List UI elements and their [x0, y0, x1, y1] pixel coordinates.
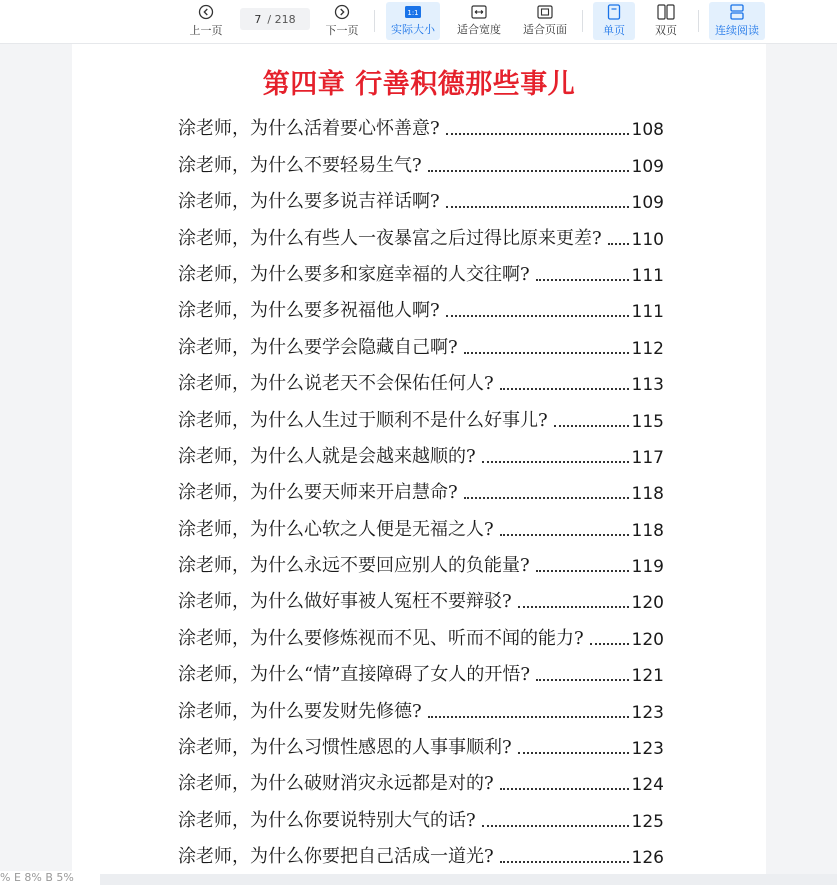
toc-leader-dots [482, 460, 629, 463]
toc-entry[interactable] [178, 468, 664, 504]
toc-entry[interactable] [178, 504, 664, 540]
toc-leader-dots [428, 715, 629, 718]
toc-leader-dots [446, 314, 629, 317]
table-of-contents [178, 104, 664, 868]
toc-entry-page-number: 126 [631, 848, 664, 869]
toc-leader-dots [482, 824, 629, 827]
toc-entry-page-number: 124 [631, 775, 664, 796]
toc-entry-title: 涂老师，为什么活着要心怀善意? [178, 118, 440, 140]
toc-entry-title: 涂老师，为什么你要说特别大气的话? [178, 809, 476, 831]
toc-entry[interactable] [178, 177, 664, 213]
toc-entry-title: 涂老师，为什么要发财先修德? [178, 700, 422, 722]
fit-width-label: 适合宽度 [457, 23, 501, 36]
chevron-right-circle-icon [334, 4, 350, 20]
prev-page-label: 上一页 [189, 24, 223, 37]
toc-entry-page-number: 112 [631, 338, 664, 359]
continuous-reading-icon [729, 4, 745, 20]
toc-entry[interactable] [178, 795, 664, 831]
next-page-label: 下一页 [325, 24, 359, 37]
toc-entry-page-number: 110 [631, 229, 664, 250]
toc-entry-page-number: 111 [631, 265, 664, 286]
toc-entry[interactable] [178, 322, 664, 358]
toc-leader-dots [428, 169, 629, 172]
toc-entry-page-number: 111 [631, 302, 664, 323]
toc-entry-page-number: 115 [631, 411, 664, 432]
toc-leader-dots [446, 132, 629, 135]
continuous-reading-button[interactable] [709, 2, 765, 40]
toc-entry-page-number: 120 [631, 629, 664, 650]
total-pages-value: / 218 [267, 12, 296, 26]
toc-entry-title: 涂老师，为什么破财消灾永远都是对的? [178, 773, 494, 795]
toc-entry[interactable] [178, 213, 664, 249]
toc-entry-title: 涂老师，为什么要天师来开启慧命? [178, 482, 458, 504]
double-page-label: 双页 [655, 24, 677, 37]
toc-entry[interactable] [178, 250, 664, 286]
horizontal-scrollbar[interactable] [0, 874, 837, 885]
toc-entry-title: 涂老师，为什么永远不要回应别人的负能量? [178, 555, 530, 577]
toc-entry[interactable] [178, 140, 664, 176]
toc-leader-dots [500, 387, 629, 390]
toc-leader-dots [500, 860, 629, 863]
toc-leader-dots [500, 787, 629, 790]
next-page-button[interactable] [322, 2, 362, 40]
toc-entry-title: 涂老师，为什么要多说吉祥话啊? [178, 191, 440, 213]
toc-entry[interactable] [178, 359, 664, 395]
toc-leader-dots [518, 751, 629, 754]
toc-entry[interactable] [178, 104, 664, 140]
toc-entry-page-number: 123 [631, 702, 664, 723]
fit-page-icon [537, 5, 553, 19]
toc-leader-dots [536, 278, 629, 281]
toc-leader-dots [464, 496, 629, 499]
single-page-button[interactable] [593, 2, 635, 40]
toc-entry[interactable] [178, 395, 664, 431]
toc-entry-page-number: 125 [631, 811, 664, 832]
toc-entry[interactable] [178, 832, 664, 868]
toc-entry[interactable] [178, 577, 664, 613]
toc-leader-dots [500, 533, 629, 536]
toc-entry[interactable] [178, 686, 664, 722]
toc-entry-title: 涂老师，为什么要多祝福他人啊? [178, 300, 440, 322]
toc-entry-page-number: 121 [631, 666, 664, 687]
double-page-icon [657, 4, 675, 20]
toc-entry-title: 涂老师，为什么心软之人便是无福之人? [178, 518, 494, 540]
single-page-icon [607, 4, 621, 20]
continuous-reading-label: 连续阅读 [715, 24, 759, 37]
toc-leader-dots [554, 424, 629, 427]
toolbar-divider [582, 10, 583, 32]
toc-entry-title: 涂老师，为什么习惯性感恩的人事事顺利? [178, 737, 512, 759]
toc-entry-page-number: 120 [631, 593, 664, 614]
toc-entry-title: 涂老师，为什么有些人一夜暴富之后过得比原来更差? [178, 227, 602, 249]
toc-entry-title: 涂老师，为什么不要轻易生气? [178, 154, 422, 176]
toc-entry-page-number: 118 [631, 484, 664, 505]
toolbar-divider [374, 10, 375, 32]
toc-entry-page-number: 108 [631, 120, 664, 141]
toc-leader-dots [518, 605, 629, 608]
toc-leader-dots [608, 242, 629, 245]
chevron-left-circle-icon [198, 4, 214, 20]
fit-page-label: 适合页面 [523, 23, 567, 36]
chapter-title: 第四章 行善积德那些事儿 [262, 69, 576, 100]
fit-page-button[interactable] [518, 2, 572, 40]
document-page [72, 44, 766, 874]
toc-entry-title: 涂老师，为什么“情”直接障碍了女人的开悟? [178, 664, 531, 686]
fit-width-icon [471, 5, 487, 19]
actual-size-label: 实际大小 [391, 23, 435, 36]
toc-entry-page-number: 113 [631, 375, 664, 396]
toc-leader-dots [464, 351, 629, 354]
toc-entry[interactable] [178, 759, 664, 795]
toc-entry-title: 涂老师，为什么要学会隐藏自己啊? [178, 336, 458, 358]
toc-entry-title: 涂老师，为什么做好事被人冤枉不要辩驳? [178, 591, 512, 613]
toc-entry-title: 涂老师，为什么人就是会越来越顺的? [178, 445, 476, 467]
svg-text:1:1: 1:1 [407, 9, 419, 17]
toc-entry-page-number: 119 [631, 557, 664, 578]
single-page-label: 单页 [603, 24, 625, 37]
toc-entry[interactable] [178, 650, 664, 686]
toc-entry-title: 涂老师，为什么你要把自己活成一道光? [178, 846, 494, 868]
viewer-toolbar [0, 0, 837, 44]
current-page-value[interactable]: 7 [254, 12, 262, 26]
toc-entry-page-number: 109 [631, 156, 664, 177]
double-page-button[interactable] [645, 2, 687, 40]
toc-entry-title: 涂老师，为什么人生过于顺利不是什么好事儿? [178, 409, 548, 431]
toc-entry-title: 涂老师，为什么说老天不会保佑任何人? [178, 373, 494, 395]
toc-leader-dots [446, 205, 629, 208]
toc-entry[interactable] [178, 541, 664, 577]
toc-entry-page-number: 109 [631, 193, 664, 214]
toc-entry-title: 涂老师，为什么要修炼视而不见、听而不闻的能力? [178, 627, 584, 649]
toolbar-divider [698, 10, 699, 32]
actual-size-icon [404, 5, 422, 19]
toc-leader-dots [590, 642, 629, 645]
toc-entry-page-number: 118 [631, 520, 664, 541]
toc-entry[interactable] [178, 432, 664, 468]
actual-size-button[interactable] [386, 2, 440, 40]
toc-entry[interactable] [178, 613, 664, 649]
toc-entry[interactable] [178, 723, 664, 759]
toc-entry-page-number: 117 [631, 447, 664, 468]
page-number-field[interactable] [240, 8, 310, 30]
toc-entry[interactable] [178, 286, 664, 322]
prev-page-button[interactable] [186, 2, 226, 40]
toc-entry-title: 涂老师，为什么要多和家庭幸福的人交往啊? [178, 263, 530, 285]
toc-leader-dots [536, 678, 628, 681]
status-text: % E 8% B 5% [0, 871, 100, 885]
toc-entry-page-number: 123 [631, 739, 664, 760]
fit-width-button[interactable] [452, 2, 506, 40]
toc-leader-dots [536, 569, 629, 572]
